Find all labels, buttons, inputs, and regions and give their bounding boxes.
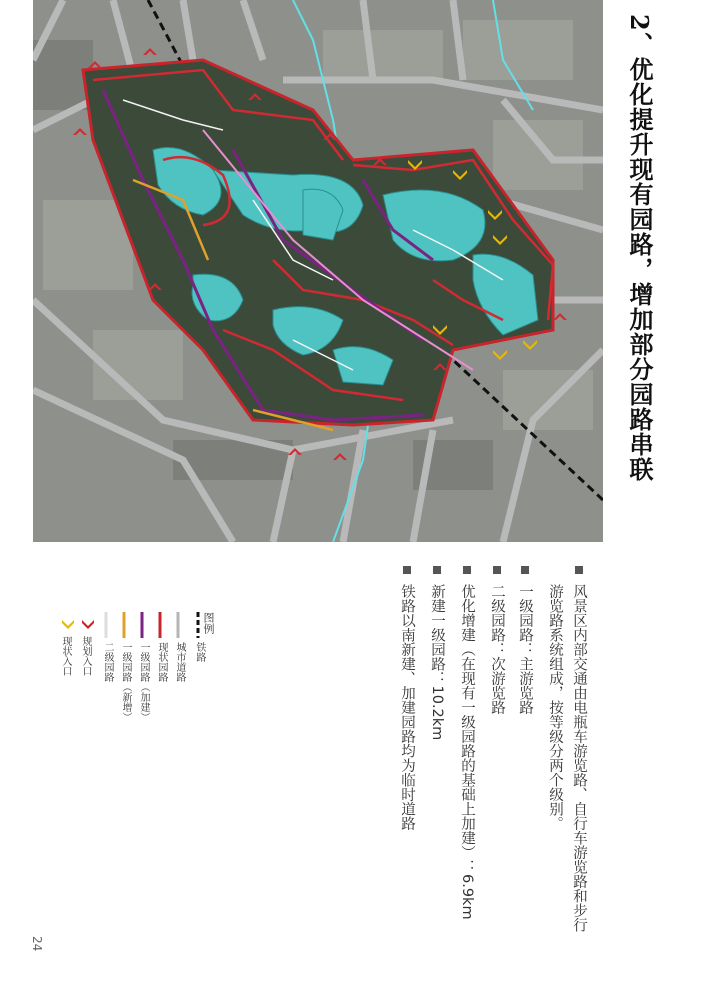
bullet-marker bbox=[575, 566, 583, 574]
bullet-marker bbox=[403, 566, 411, 574]
bullet-1 bbox=[566, 566, 590, 932]
bullet-text: 铁路以南新建、加建园路均为临时道路 bbox=[399, 584, 415, 831]
legend-label-city-road: 城市道路 bbox=[174, 642, 185, 682]
legend-label-railway: 铁路 bbox=[194, 642, 205, 662]
bullet-2 bbox=[512, 566, 536, 715]
bullet-marker bbox=[521, 566, 529, 574]
bullet-text: 一级园路：主游览路 bbox=[517, 584, 533, 715]
bullet-text: 优化增建（在现有一级园路的基础上加建）：6.9km bbox=[459, 584, 475, 920]
bullet-6 bbox=[394, 566, 418, 831]
legend-label-planned-entrance: 规划入口 bbox=[80, 636, 91, 676]
legend-swatches bbox=[48, 612, 218, 772]
bullet-text: 二级园路：次游览路 bbox=[489, 584, 505, 715]
legend-label-existing-entrance: 现状入口 bbox=[60, 636, 71, 676]
legend-label-level1-new: 一级园路（新增） bbox=[120, 642, 131, 722]
bullet-1-cont bbox=[542, 584, 566, 831]
bullet-marker bbox=[463, 566, 471, 574]
bullet-4 bbox=[454, 566, 478, 920]
legend-label-level1-added: 一级园路（加建） bbox=[138, 642, 149, 722]
bullet-marker bbox=[493, 566, 501, 574]
legend-swatch-existing-entrance bbox=[62, 620, 74, 629]
park-plan-map bbox=[33, 0, 603, 542]
bullet-text: 新建一级园路：10.2km bbox=[429, 584, 445, 741]
legend-swatch-planned-entrance bbox=[82, 620, 94, 629]
legend-title: 图例 bbox=[202, 612, 215, 634]
bullet-text: 游览路系统组成，按等级分两个级别。 bbox=[547, 584, 563, 831]
bullet-5 bbox=[424, 566, 448, 740]
page-title: 2、优化提升现有园路，增加部分园路串联 bbox=[625, 14, 654, 482]
bullet-3 bbox=[484, 566, 508, 715]
bullet-text: 风景区内部交通由电瓶车游览路、自行车游览路和步行 bbox=[571, 584, 587, 932]
legend-label-level2: 二级园路 bbox=[102, 642, 113, 682]
bullet-marker bbox=[433, 566, 441, 574]
legend-label-existing-road: 现状园路 bbox=[156, 642, 167, 682]
page-number: 24 bbox=[30, 936, 44, 952]
map-image bbox=[33, 0, 603, 542]
